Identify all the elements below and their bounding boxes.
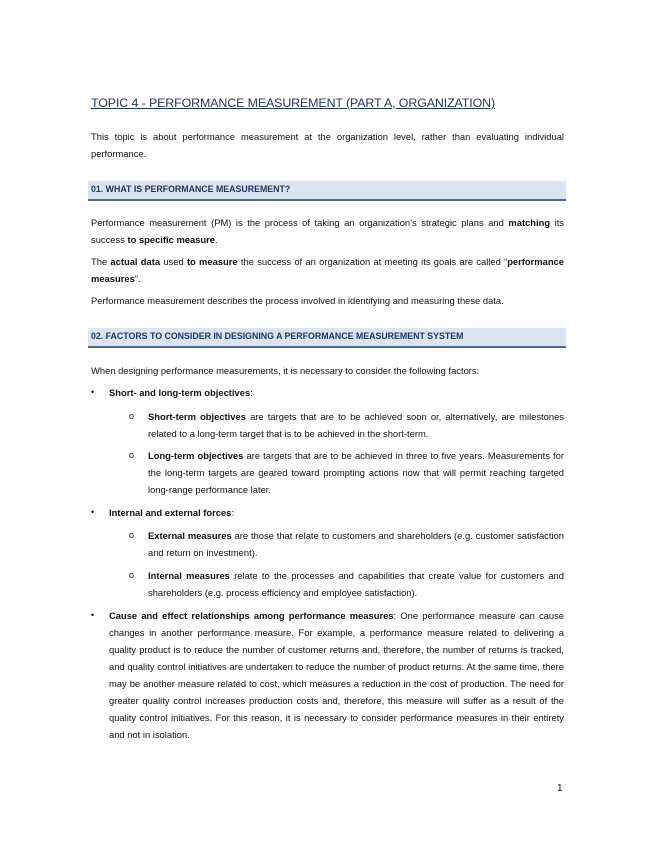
sub-bullet-icon: o — [129, 570, 135, 580]
sub-item-long-term: Long-term objectives are targets that are to be achieved in three to five years. Measurements for the long-term targets are geared toward prompting actions now that will permit reaching targeted long-range performance later. — [148, 450, 564, 495]
section-heading-1: 01. WHAT IS PERFORMANCE MEASUREMENT? — [91, 184, 291, 194]
section-heading-2: 02. FACTORS TO CONSIDER IN DESIGNING A PERFORMANCE MEASUREMENT SYSTEM — [91, 331, 464, 341]
section-header-2 — [88, 328, 566, 348]
sub-bullet-icon: o — [129, 450, 135, 460]
sub-bullet-icon: o — [129, 411, 135, 421]
sub-bullet-icon: o — [129, 530, 135, 540]
sub-item-short-term: Short-term objectives are targets that are to be achieved soon or, alternatively, are milestones related to a long-term target that is to be achieved in the short-term. — [148, 411, 564, 439]
list-item-cause-effect: Cause and effect relationships among performance measures: One performance measure can cause changes in another performance measure. For example, a performance measure related to delivering a quality product is to reduce the number of customer returns and, therefore, the number of returns is tracked, and quality control initiatives are undertaken to reduce the number of product returns. At the same time, there may be another measure related to cost, which measures a reduction in the cost of production. The need for greater quality control increases production costs and, therefore, this measure will suffer as a result of the quality control initiatives. For this reason, it is necessary to consider performance measures in their entirety and not in isolation. — [109, 610, 565, 740]
section-header-1 — [88, 181, 566, 201]
pm-description-paragraph: Performance measurement describes the process involved in identifying and measuring these data. — [91, 295, 504, 306]
intro-paragraph: This topic is about performance measurement at the organization level, rather than evaluating individual performance. — [91, 131, 564, 159]
bullet-icon: • — [91, 507, 95, 517]
sub-item-external: External measures are those that relate to customers and shareholders (e.g. customer satisfaction and return on investment). — [148, 530, 564, 558]
page-number: 1 — [557, 783, 563, 794]
factors-intro-paragraph: When designing performance measurements, it is necessary to consider the following factors: — [91, 365, 480, 376]
page-title: TOPIC 4 - PERFORMANCE MEASUREMENT (PART A, ORGANIZATION) — [91, 96, 496, 110]
sub-item-internal: Internal measures relate to the processes and capabilities that create value for customers and shareholders (e.g. process efficiency and employee satisfaction). — [148, 570, 564, 598]
performance-measures-paragraph: The actual data used to measure the success of an organization at meeting its goals are called “performance measures”. — [91, 256, 564, 284]
pm-definition-paragraph: Performance measurement (PM) is the process of taking an organization’s strategic plans and matching its success to specific measure. — [91, 217, 564, 245]
list-item-objectives: Short- and long-term objectives: — [109, 387, 253, 398]
list-item-forces: Internal and external forces: — [109, 507, 235, 518]
bullet-icon: • — [91, 387, 95, 397]
bullet-icon: • — [91, 610, 95, 620]
